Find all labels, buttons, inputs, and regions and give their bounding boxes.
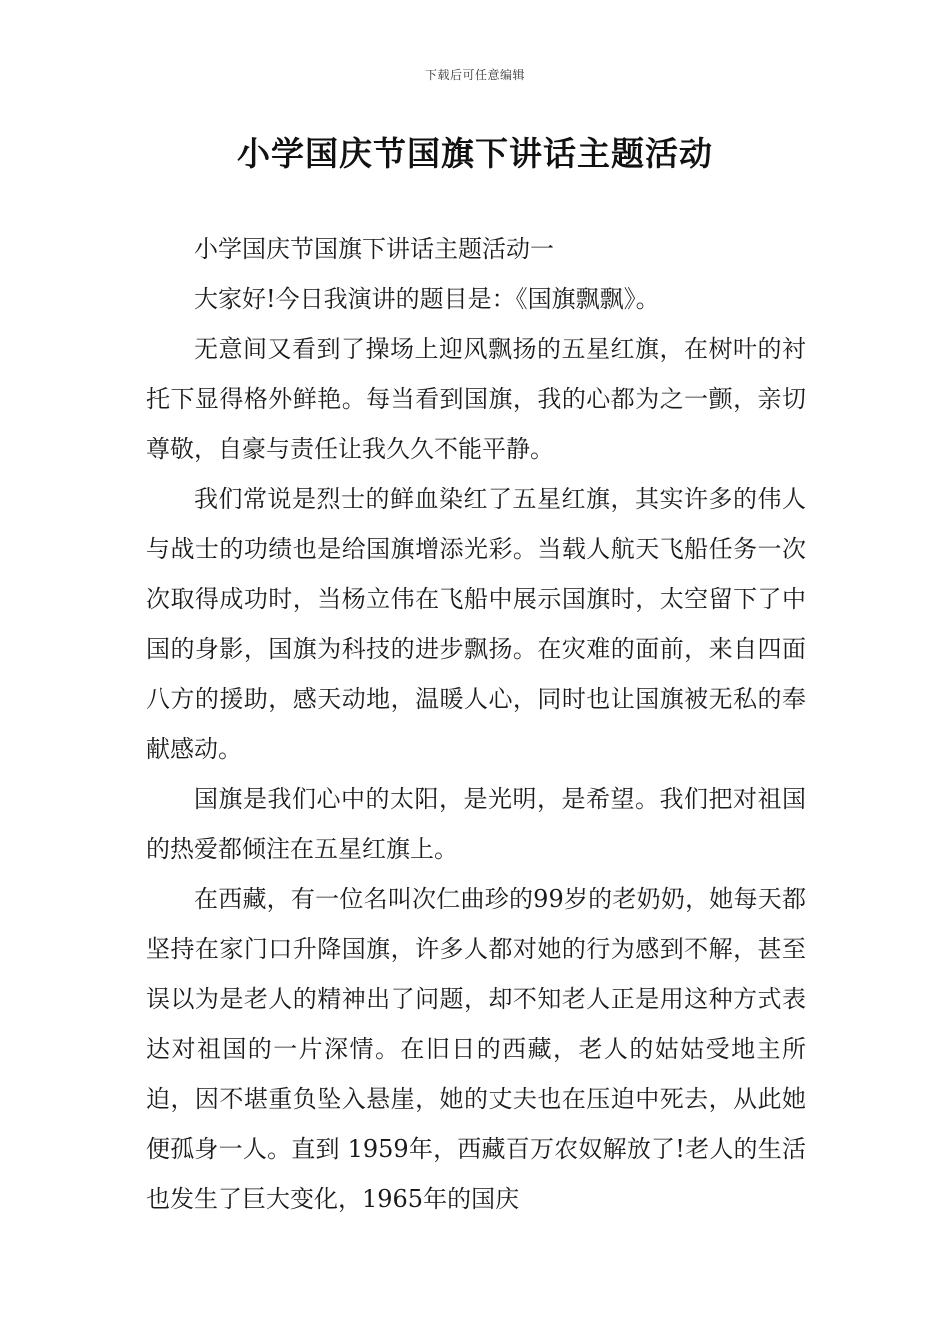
document-title: 小学国庆节国旗下讲话主题活动 xyxy=(237,134,713,173)
paragraph: 我们常说是烈士的鲜血染红了五星红旗，其实许多的伟人与战士的功绩也是给国旗增添光彩。当载人航天飞船任务一次次取得成功时，当杨立伟在飞船中展示国旗时，太空留下了中国的身影，国旗为科技的进步飘扬。在灾难的面前，来自四面八方的援助，感天动地，温暖人心，同时也让国旗被无私的奉献感动。 xyxy=(146,485,806,763)
paragraph: 在西藏，有一位名叫次仁曲珍的99岁的老奶奶，她每天都坚持在家门口升降国旗，许多人都对她的行为感到不解，甚至误以为是老人的精神出了问题，却不知老人正是用这种方式表达对祖国的一片深情。在旧日的西藏，老人的姑姑受地主所迫，因不堪重负坠入悬崖，她的丈夫也在压迫中死去，从此她便孤身一人。直到 1959年，西藏百万农奴解放了!老人的生活也发生了巨大变化，1965年的国庆 xyxy=(146,885,806,1213)
paragraph: 无意间又看到了操场上迎风飘扬的五星红旗，在树叶的衬托下显得格外鲜艳。每当看到国旗，我的心都为之一颤，亲切尊敬，自豪与责任让我久久不能平静。 xyxy=(146,335,806,463)
paragraph: 国旗是我们心中的太阳，是光明，是希望。我们把对祖国的热爱都倾注在五星红旗上。 xyxy=(146,785,806,863)
header-note: 下载后可任意编辑 xyxy=(424,68,525,82)
paragraph-greeting: 大家好!今日我演讲的题目是：《国旗飘飘》。 xyxy=(194,285,660,313)
document-body xyxy=(146,224,806,1224)
paragraph-subtitle: 小学国庆节国旗下讲话主题活动一 xyxy=(194,235,554,263)
